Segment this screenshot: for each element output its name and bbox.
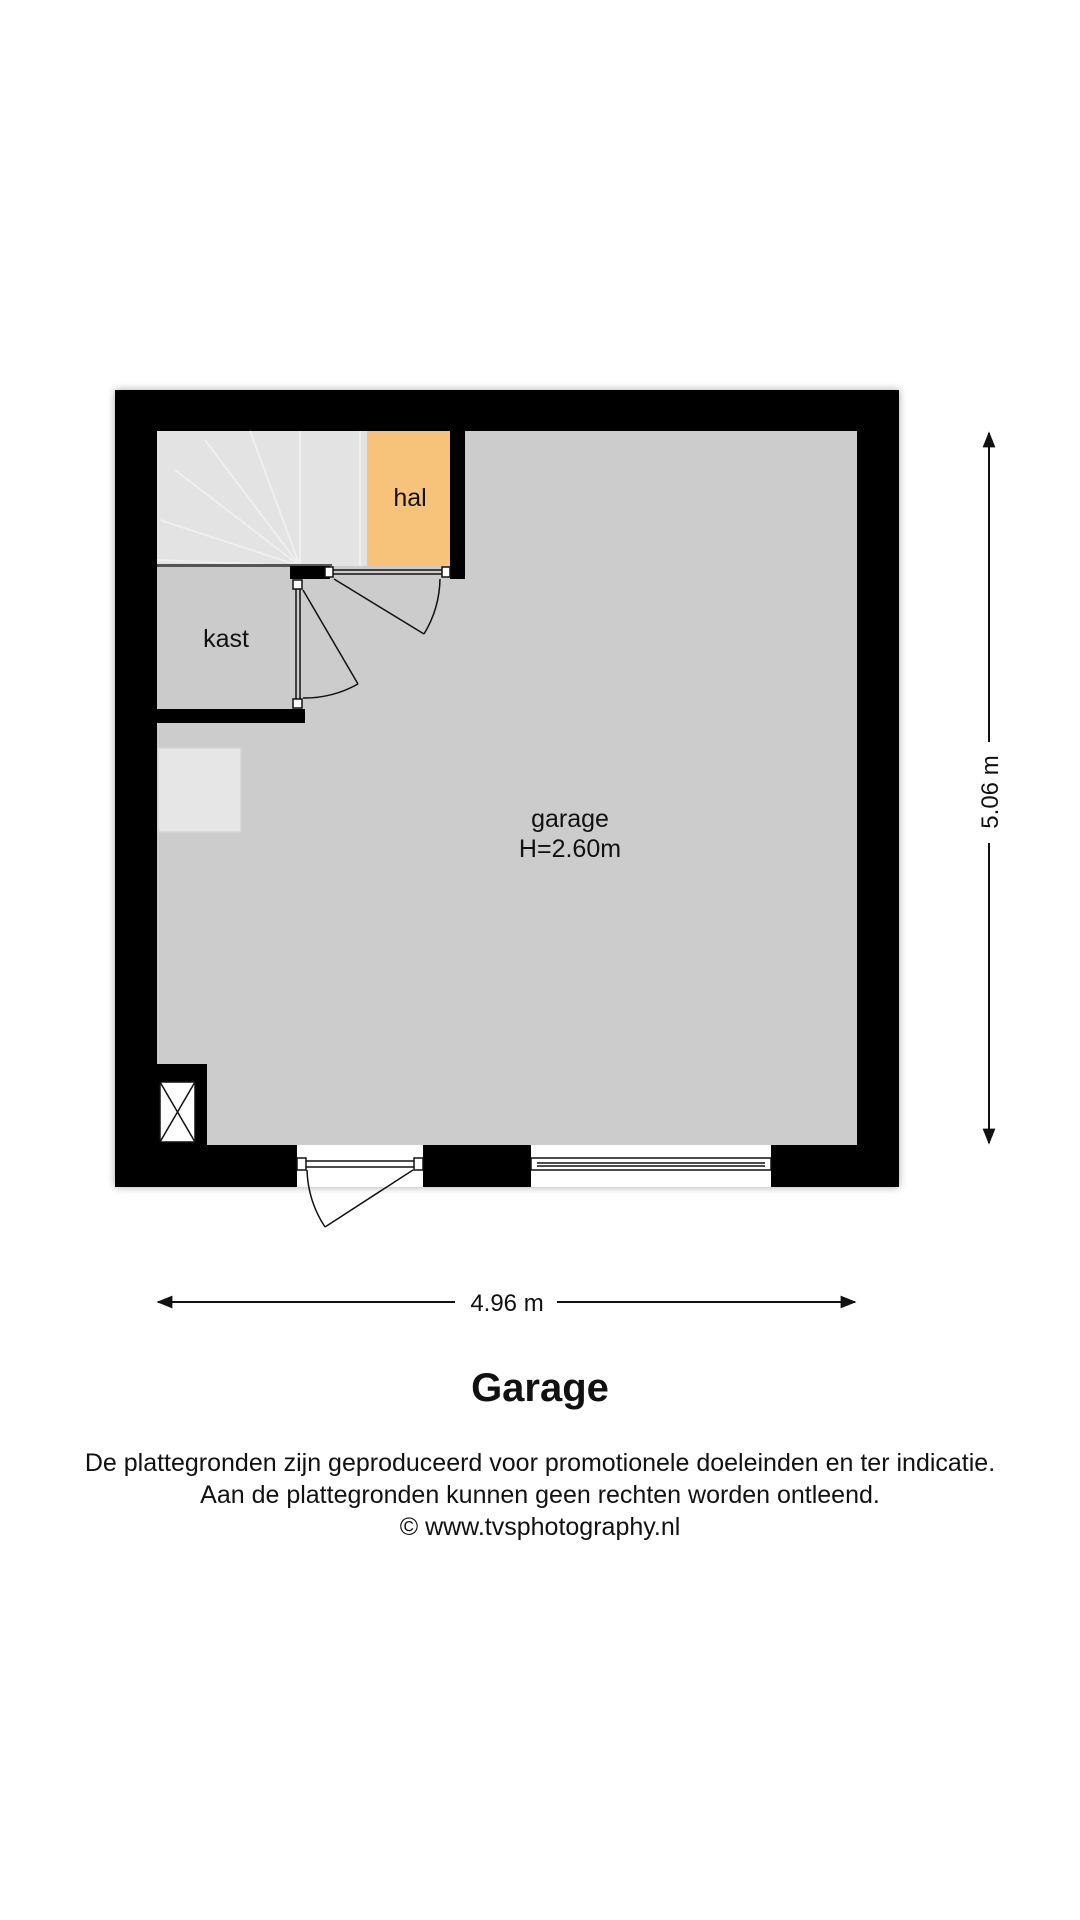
depth-dimension: [977, 433, 1004, 1143]
width-dimension: [158, 1290, 855, 1317]
room-height-garage: H=2.60m: [518, 835, 622, 863]
staircase: [157, 431, 367, 566]
meter-cupboard: [157, 1064, 207, 1145]
room-label-garage: garage: [531, 805, 609, 833]
plan-title: Garage: [471, 1366, 609, 1410]
width-label: 4.96 m: [470, 1290, 544, 1317]
hal-wall: [450, 431, 465, 579]
depth-label: 5.06 m: [977, 755, 1004, 829]
disclaimer: [0, 1447, 1080, 1543]
garage-window: [531, 1158, 771, 1170]
kast-door-opening: [290, 579, 305, 709]
counter: [158, 748, 241, 832]
room-label-hal: hal: [393, 484, 427, 512]
disclaimer-line-2: Aan de plattegronden kunnen geen rechten worden ontleend.: [200, 1481, 880, 1509]
room-label-kast: kast: [203, 625, 249, 653]
hal-door-opening: [330, 566, 450, 579]
disclaimer-line-1: De plattegronden zijn geproduceerd voor promotionele doeleinden en ter indicatie.: [84, 1449, 996, 1477]
kast-wall-bottom: [157, 709, 305, 723]
entry-door-opening: [297, 1145, 423, 1187]
disclaimer-line-3: © www.tvsphotography.nl: [399, 1513, 681, 1541]
